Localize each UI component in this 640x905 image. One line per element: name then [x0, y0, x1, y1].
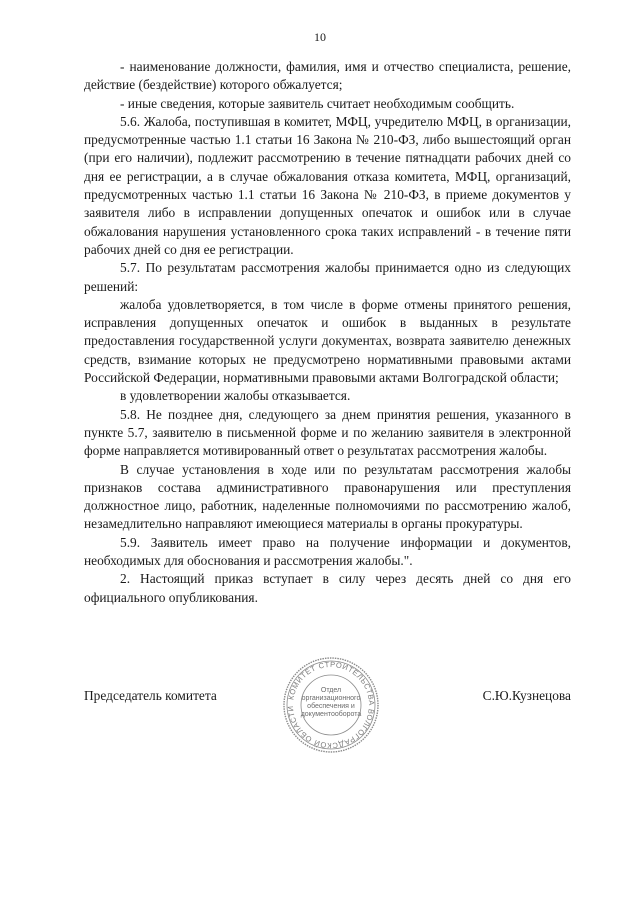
- signer-title: Председатель комитета: [84, 688, 217, 703]
- stamp-inner-text: [282, 687, 380, 719]
- stamp-line-2: организационного: [301, 695, 361, 702]
- page-number: 10: [314, 30, 326, 44]
- paragraph-2: - иные сведения, которые заявитель считает необходимым сообщить.: [120, 95, 515, 111]
- paragraph-1: - наименование должности, фамилия, имя и отчество специалиста, решение, действие (бездействие) которого обжалуется;: [84, 59, 571, 93]
- stamp-line-3: обеспечения и: [307, 703, 355, 710]
- paragraph-10: 2. Настоящий приказ вступает в силу через десять дней со дня его официального опубликования.: [84, 571, 571, 605]
- stamp-line-1: Отдел: [320, 687, 342, 694]
- stamp-ring-text: КОМИТЕТ СТРОИТЕЛЬСТВА ВОЛГОГРАДСКОЙ ОБЛАСТИ: [285, 659, 377, 751]
- paragraph-9: 5.9. Заявитель имеет право на получение информации и документов, необходимых для обоснования и рассмотрения жалобы.".: [84, 534, 571, 569]
- paragraph-3: 5.6. Жалоба, поступившая в комитет, МФЦ, учредителю МФЦ, в организации, предусмотренные частью 1.1 статьи 16 Закона № 210-ФЗ, либо вышестоящий орган (при его наличии), подлежит рассмотрению в течение пятнадцати рабочих дней со дня ее регистрации, а в случае обжалования отказа комитета, МФЦ, организаций, предусмотренных частью 1.1 статьи 16 Закона № 210-ФЗ, в приеме документов у заявителя либо в исправлении допущенных опечаток и ошибок или в случае обжалования нарушения установленного срока таких исправлений - в течение пяти рабочих дней со дня ее регистрации.: [84, 113, 571, 257]
- paragraph-8: В случае установления в ходе или по результатам рассмотрения жалобы признаков состава административного правонарушения или преступления должностное лицо, работник, наделенные полномочиями по рассмотрению жалоб, незамедлительно направляют имеющиеся материалы в органы прокуратуры.: [84, 461, 571, 532]
- official-stamp: [282, 656, 380, 754]
- document-body: [84, 58, 571, 607]
- paragraph-6: в удовлетворении жалобы отказывается.: [120, 388, 351, 404]
- stamp-line-4: документооборота: [300, 711, 362, 718]
- paragraph-7: 5.8. Не позднее дня, следующего за днем принятия решения, указанного в пункте 5.7, заявителю в письменной форме и по желанию заявителя в электронной форме направляется мотивированный ответ о результатах рассмотрения жалобы.: [84, 406, 571, 459]
- signer-name: С.Ю.Кузнецова: [482, 688, 571, 703]
- paragraph-5: жалоба удовлетворяется, в том числе в форме отмены принятого решения, исправления допущенных опечаток и ошибок в выданных в результате предоставления государственной услуги документах, возврата заявителю денежных средств, взимание которых не предусмотрено нормативными правовыми актами Российской Федерации, нормативными правовыми актами Волгоградской области;: [84, 296, 571, 386]
- paragraph-4: 5.7. По результатам рассмотрения жалобы принимается одно из следующих решений:: [84, 260, 571, 294]
